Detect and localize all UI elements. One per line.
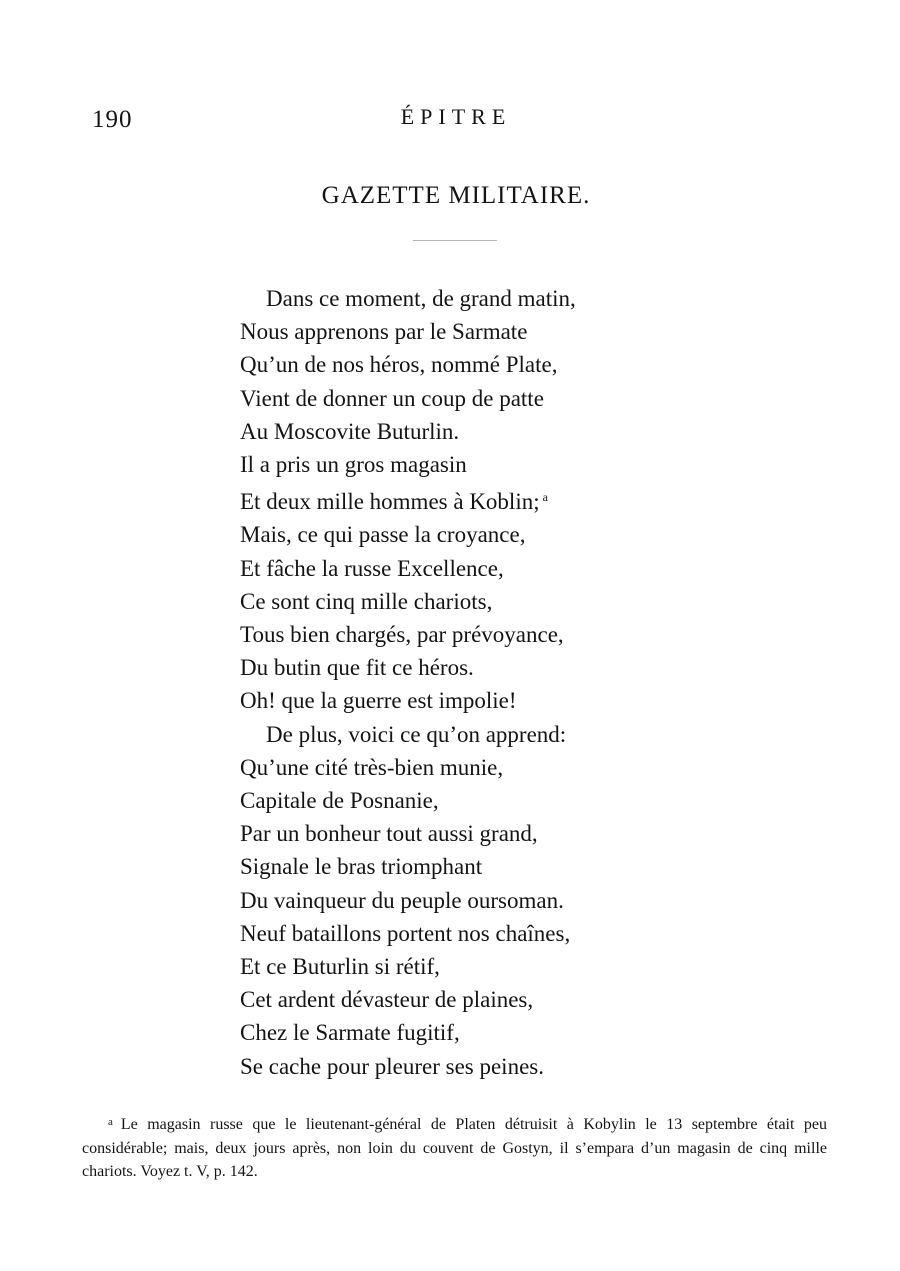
verse-line: De plus, voici ce qu’on apprend:: [266, 721, 567, 747]
verse-line: Il a pris un gros magasin: [240, 452, 467, 478]
verse-line-text: Et deux mille hommes à Koblin;: [240, 489, 540, 515]
verse-line: Signale le bras triomphant: [240, 854, 483, 880]
verse-line: Mais, ce qui passe la croyance,: [240, 522, 526, 548]
verse-line: Et fâche la russe Excellence,: [240, 555, 504, 581]
verse-line: Cet ardent dévasteur de plaines,: [240, 987, 534, 1013]
verse-line: Neuf bataillons portent nos chaînes,: [240, 920, 571, 946]
verse-line: Oh! que la guerre est impolie!: [240, 688, 517, 714]
verse-line: Du butin que fit ce héros.: [240, 655, 474, 681]
verse-line: Au Moscovite Buturlin.: [240, 418, 460, 444]
verse-line: Nous apprenons par le Sarmate: [240, 319, 528, 345]
verse-line: Vient de donner un coup de patte: [240, 385, 544, 411]
footnote: [82, 1111, 827, 1184]
verse-line-with-note: [240, 481, 576, 518]
title-rule: [413, 240, 497, 241]
poem: [240, 282, 576, 1083]
footnote-marker: a: [108, 1116, 113, 1128]
verse-line: Se cache pour pleurer ses peines.: [240, 1053, 544, 1079]
running-head: ÉPITRE: [400, 104, 512, 129]
verse-line: Chez le Sarmate fugitif,: [240, 1020, 460, 1046]
poem-title: GAZETTE MILITAIRE.: [321, 182, 591, 209]
footnote-reference[interactable]: a: [542, 490, 548, 505]
verse-line: Tous bien chargés, par prévoyance,: [240, 622, 564, 648]
verse-line: Et ce Buturlin si rétif,: [240, 954, 440, 980]
verse-line: Capitale de Posnanie,: [240, 788, 439, 814]
page-number: 190: [92, 106, 133, 133]
verse-line: Dans ce moment, de grand matin,: [266, 286, 576, 311]
verse-line: Qu’une cité très-bien munie,: [240, 754, 504, 780]
verse-line: Qu’un de nos héros, nommé Plate,: [240, 352, 558, 378]
verse-line: Du vainqueur du peuple oursoman.: [240, 887, 564, 913]
verse-line: Ce sont cinq mille chariots,: [240, 588, 493, 614]
verse-line: Par un bonheur tout aussi grand,: [240, 821, 538, 847]
footnote-text: Le magasin russe que le lieutenant-général de Platen détruisit à Kobylin le 13 septembre était peu considérable; mais, deux jours après, non loin du couvent de Gostyn, il s’empara d’un magasin de cinq mille chariots. Voyez t. V, p. 142.: [82, 1116, 827, 1180]
